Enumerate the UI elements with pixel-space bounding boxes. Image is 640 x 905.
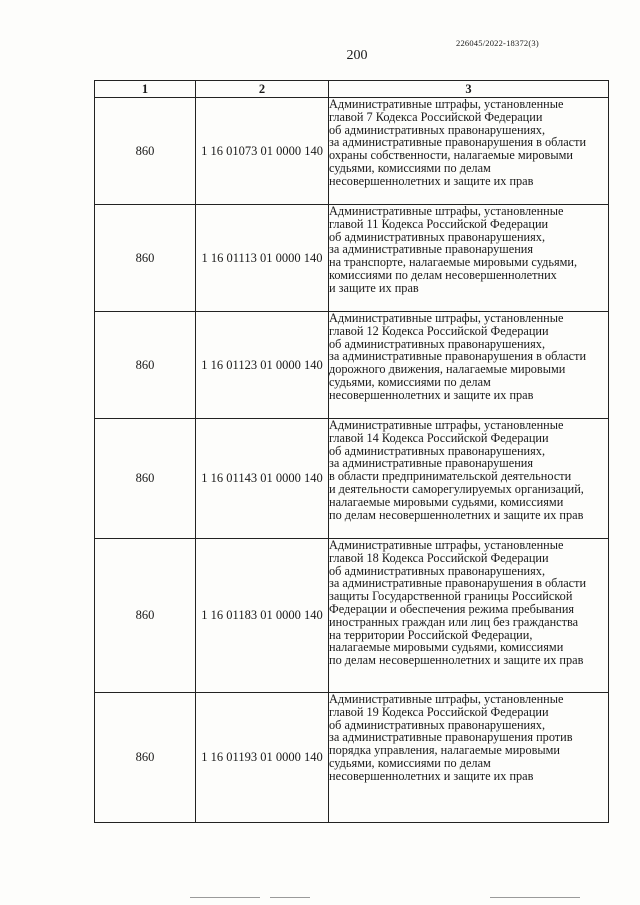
admin-code-cell: 860: [95, 419, 196, 539]
admin-code-cell: 860: [95, 312, 196, 419]
kbk-code-cell: 1 16 01143 01 0000 140: [196, 419, 329, 539]
column-header-3: 3: [329, 81, 609, 98]
description-cell: Административные штрафы, установленные главой 18 Кодекса Российской Федерации об административных правонарушениях, за административные правонарушения в области защиты Государственной границы Российской Федерации и обеспечения режима пребывания иностранных граждан или лиц без гражданства на территории Российской Федерации, налагаемые мировыми судьями, комиссиями по делам несовершеннолетних и защите их прав: [329, 539, 609, 693]
scan-edge-line: [190, 897, 260, 898]
table-row: [95, 419, 609, 539]
page-number: 200: [346, 48, 368, 63]
table-row: [95, 98, 609, 205]
description-cell: Административные штрафы, установленные главой 11 Кодекса Российской Федерации об административных правонарушениях, за административные правонарушения на транспорте, налагаемые мировыми судьями, комиссиями по делам несовершеннолетних и защите их прав: [329, 205, 609, 312]
admin-code-cell: 860: [95, 693, 196, 823]
scan-edge-line: [270, 897, 310, 898]
table-row: [95, 312, 609, 419]
scan-edge-line: [490, 897, 580, 898]
description-cell: Административные штрафы, установленные главой 12 Кодекса Российской Федерации об административных правонарушениях, за административные правонарушения в области дорожного движения, налагаемые мировыми судьями, комиссиями по делам несовершеннолетних и защите их прав: [329, 312, 609, 419]
table-row: [95, 693, 609, 823]
document-id: 226045/2022-18372(3): [456, 38, 539, 48]
table-row: [95, 205, 609, 312]
description-cell: Административные штрафы, установленные главой 7 Кодекса Российской Федерации об административных правонарушениях, за административные правонарушения в области охраны собственности, налагаемые мировыми судьями, комиссиями по делам несовершеннолетних и защите их прав: [329, 98, 609, 205]
table-header-row: [95, 81, 609, 98]
table-row: [95, 539, 609, 693]
description-cell: Административные штрафы, установленные главой 14 Кодекса Российской Федерации об административных правонарушениях, за административные правонарушения в области предпринимательской деятельности и деятельности саморегулируемых организаций, налагаемые мировыми судьями, комиссиями по делам несовершеннолетних и защите их прав: [329, 419, 609, 539]
description-cell: Административные штрафы, установленные главой 19 Кодекса Российской Федерации об административных правонарушениях, за административные правонарушения против порядка управления, налагаемые мировыми судьями, комиссиями по делам несовершеннолетних и защите их прав: [329, 693, 609, 823]
admin-code-cell: 860: [95, 539, 196, 693]
kbk-code-cell: 1 16 01113 01 0000 140: [196, 205, 329, 312]
kbk-code-cell: 1 16 01123 01 0000 140: [196, 312, 329, 419]
column-header-1: 1: [95, 81, 196, 98]
kbk-code-cell: 1 16 01073 01 0000 140: [196, 98, 329, 205]
revenue-codes-table: [94, 80, 609, 823]
kbk-code-cell: 1 16 01183 01 0000 140: [196, 539, 329, 693]
kbk-code-cell: 1 16 01193 01 0000 140: [196, 693, 329, 823]
admin-code-cell: 860: [95, 98, 196, 205]
admin-code-cell: 860: [95, 205, 196, 312]
column-header-2: 2: [196, 81, 329, 98]
